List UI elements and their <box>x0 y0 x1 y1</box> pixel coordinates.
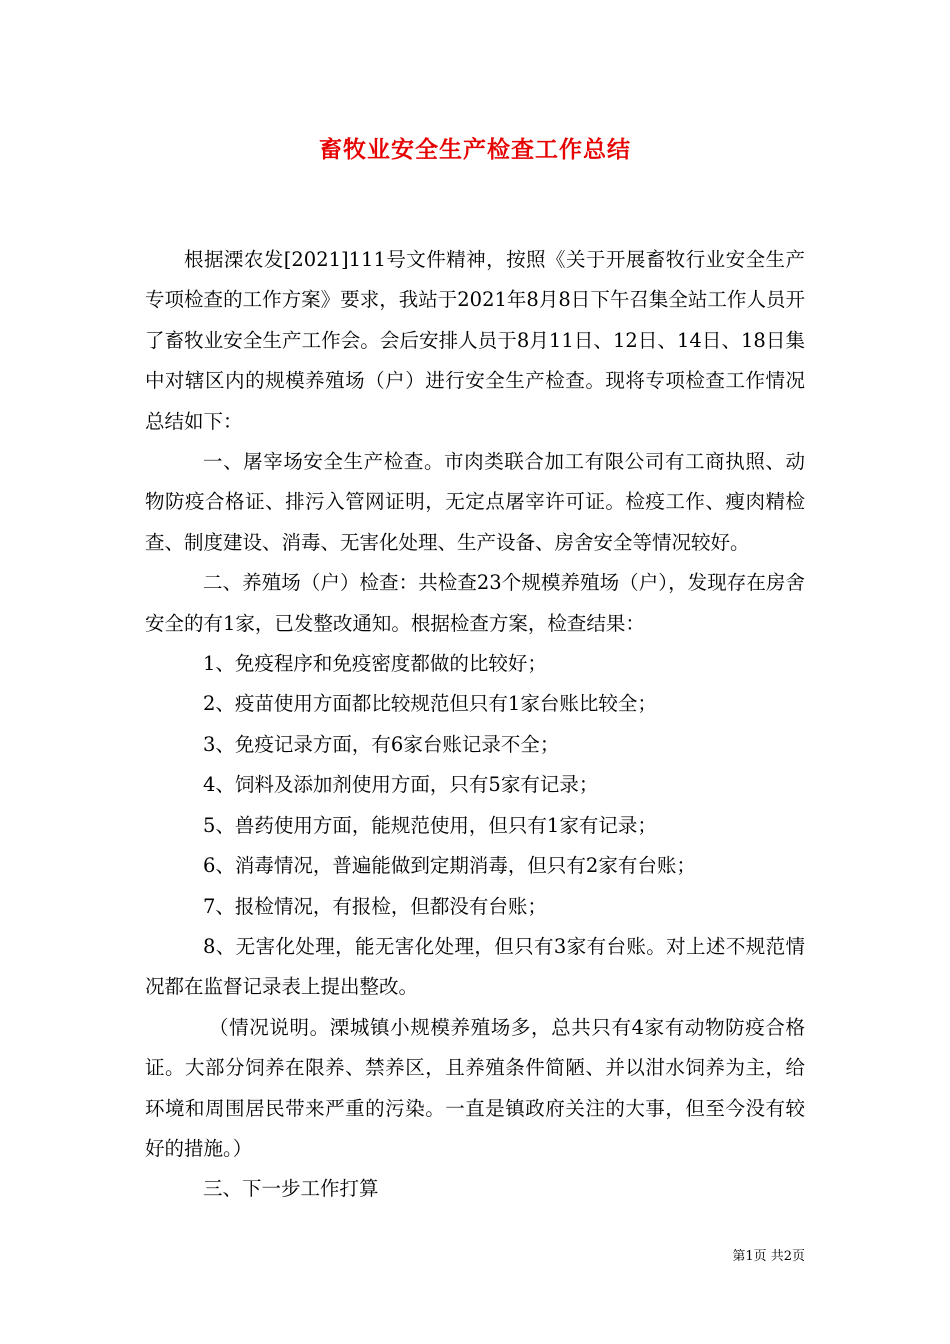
page-footer: 第1页 共2页 <box>732 1249 805 1264</box>
section-2-paragraph: 二、养殖场（户）检查：共检查23个规模养殖场（户），发现存在房舍安全的有1家，已发整改通知。根据检查方案，检查结果： <box>145 571 805 635</box>
list-item: 4、饲料及添加剂使用方面，只有5家有记录； <box>203 773 599 797</box>
list-item: 3、免疫记录方面，有6家台账记录不全； <box>203 732 560 756</box>
list-item: 1、免疫程序和免疫密度都做的比较好； <box>203 652 547 676</box>
list-item: 6、消毒情况，普遍能做到定期消毒，但只有2家有台账； <box>203 854 696 878</box>
list-item: 7、报检情况，有报检，但都没有台账； <box>203 894 547 918</box>
section-1-paragraph: 一、屠宰场安全生产检查。市肉类联合加工有限公司有工商执照、动物防疫合格证、排污入管网证明，无定点屠宰许可证。检疫工作、瘦肉精检查、制度建设、消毒、无害化处理、生产设备、房舍安全等情况较好。 <box>145 450 805 554</box>
document-body <box>145 240 805 1210</box>
list-item: 5、兽药使用方面，能规范使用，但只有1家有记录； <box>203 813 657 837</box>
list-item: 8、无害化处理，能无害化处理，但只有3家有台账。对上述不规范情况都在监督记录表上提出整改。 <box>145 934 805 999</box>
intro-paragraph: 根据溧农发[2021]111号文件精神，按照《关于开展畜牧行业安全生产专项检查的工作方案》要求，我站于2021年8月8日下午召集全站工作人员开了畜牧业安全生产工作会。会后安排人员于8月11日、12日、14日、18日集中对辖区内的规模养殖场（户）进行安全生产检查。现将专项检查工作情况总结如下： <box>145 248 805 433</box>
note-paragraph: （情况说明。溧城镇小规模养殖场多，总共只有4家有动物防疫合格证。大部分饲养在限养、禁养区，且养殖条件简陋、并以泔水饲养为主，给环境和周围居民带来严重的污染。一直是镇政府关注的大事，但至今没有较好的措施。） <box>145 1015 805 1160</box>
list-item: 2、疫苗使用方面都比较规范但只有1家台账比较全； <box>203 692 657 716</box>
section-3-heading: 三、下一步工作打算 <box>203 1177 379 1201</box>
page-title: 畜牧业安全生产检查工作总结 <box>319 136 631 163</box>
